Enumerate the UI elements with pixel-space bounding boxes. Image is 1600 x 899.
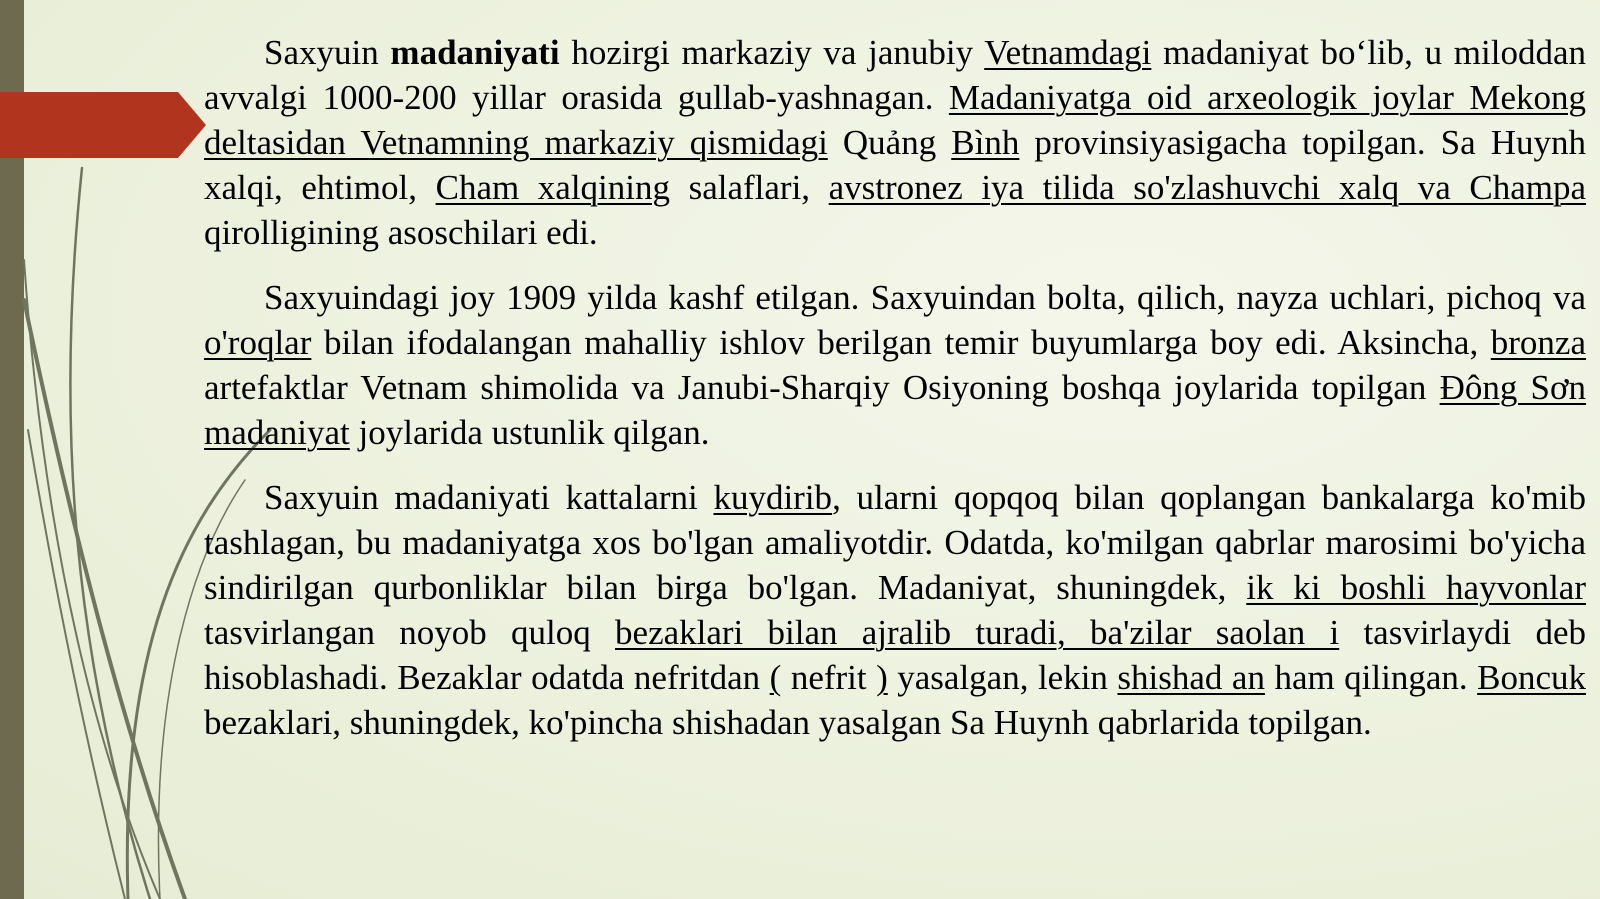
text-run: nefrit (781, 658, 877, 697)
linked-text[interactable]: ik ki boshli hayvonlar (1246, 568, 1586, 607)
paragraph-2 (204, 275, 1586, 455)
linked-text[interactable]: shishad an (1117, 658, 1265, 697)
linked-text[interactable]: bronza (1490, 323, 1586, 362)
linked-text[interactable]: ) (876, 658, 888, 697)
linked-text[interactable]: Đông Sơn madaniyat (204, 368, 1587, 452)
text-run: bezaklari, shuningdek, ko'pincha shishadan yasalgan Sa Huynh qabrlarida topilgan. (204, 703, 1372, 742)
text-run: Saxyuindagi joy 1909 yilda kashf etilgan. Saxyuindan bolta, qilich, nayza uchlari, pichoq va (264, 278, 1586, 317)
text-run: madaniyat bo‘lib, u miloddan avvalgi 1000-200 yillar orasida gullab-yashnagan. (204, 33, 1586, 117)
text-run: yasalgan, lekin (887, 658, 1118, 697)
linked-text[interactable]: Vetnamdagi (984, 33, 1152, 72)
text-run: joylarida ustunlik qilgan. (349, 413, 710, 452)
linked-text[interactable]: Bình (951, 123, 1020, 162)
text-run: Saxyuin madaniyati kattalarni (264, 478, 714, 517)
linked-text[interactable]: ( (769, 658, 782, 697)
text-run: bilan ifodalangan mahalliy ishlov berilgan temir buyumlarga boy edi. Aksincha, (311, 323, 1491, 362)
text-run: , ularni qopqoq bilan qoplangan bankalarga ko'mib tashlagan, bu madaniyatga xos bo'lgan amaliyotdir. Odatda, ko'milgan qabrlar marosimi bo'yicha sindirilgan qurbonliklar bilan birga bo'lgan. Madaniyat, shuningdek, (204, 478, 1586, 607)
slide-body-text (204, 30, 1586, 745)
linked-text[interactable]: avstronez iya tilida so'zlashuvchi xalq va Champa (828, 168, 1586, 207)
text-run: Saxyuin (264, 33, 391, 72)
text-run: hozirgi markaziy va janubiy (559, 33, 985, 72)
text-run: qirolligining asoschilari edi. (204, 213, 598, 252)
linked-text[interactable]: Cham xalqining (435, 168, 670, 207)
paragraph-1 (204, 30, 1586, 255)
linked-text[interactable]: Boncuk (1477, 658, 1587, 697)
linked-text[interactable]: bezaklari bilan ajralib turadi, ba'zilar saolan i (615, 613, 1340, 652)
linked-text[interactable]: Madaniyatga oid arxeologik joylar Mekong deltasidan Vetnamning markaziy qismidagi (204, 78, 1586, 162)
text-run: provinsiyasigacha topilgan. Sa Huynh xalqi, ehtimol, (204, 123, 1586, 207)
text-run: tasvirlaydi deb hisoblashadi. Bezaklar odatda nefritdan (204, 613, 1586, 697)
linked-text[interactable]: o'roqlar (204, 323, 312, 362)
linked-text[interactable]: kuydirib (713, 478, 833, 517)
paragraph-3 (204, 475, 1586, 745)
red-arrow-tab-icon (0, 92, 210, 158)
text-run: salaflari, (670, 168, 829, 207)
text-run: artefaktlar Vetnam shimolida va Janubi-Sharqiy Osiyoning boshqa joylarida topilgan (204, 368, 1440, 407)
text-run: Quảng (827, 123, 952, 162)
text-run: tasvirlangan noyob quloq (204, 613, 616, 652)
bold-text: madaniyati (390, 33, 560, 72)
text-run: ham qilingan. (1264, 658, 1478, 697)
